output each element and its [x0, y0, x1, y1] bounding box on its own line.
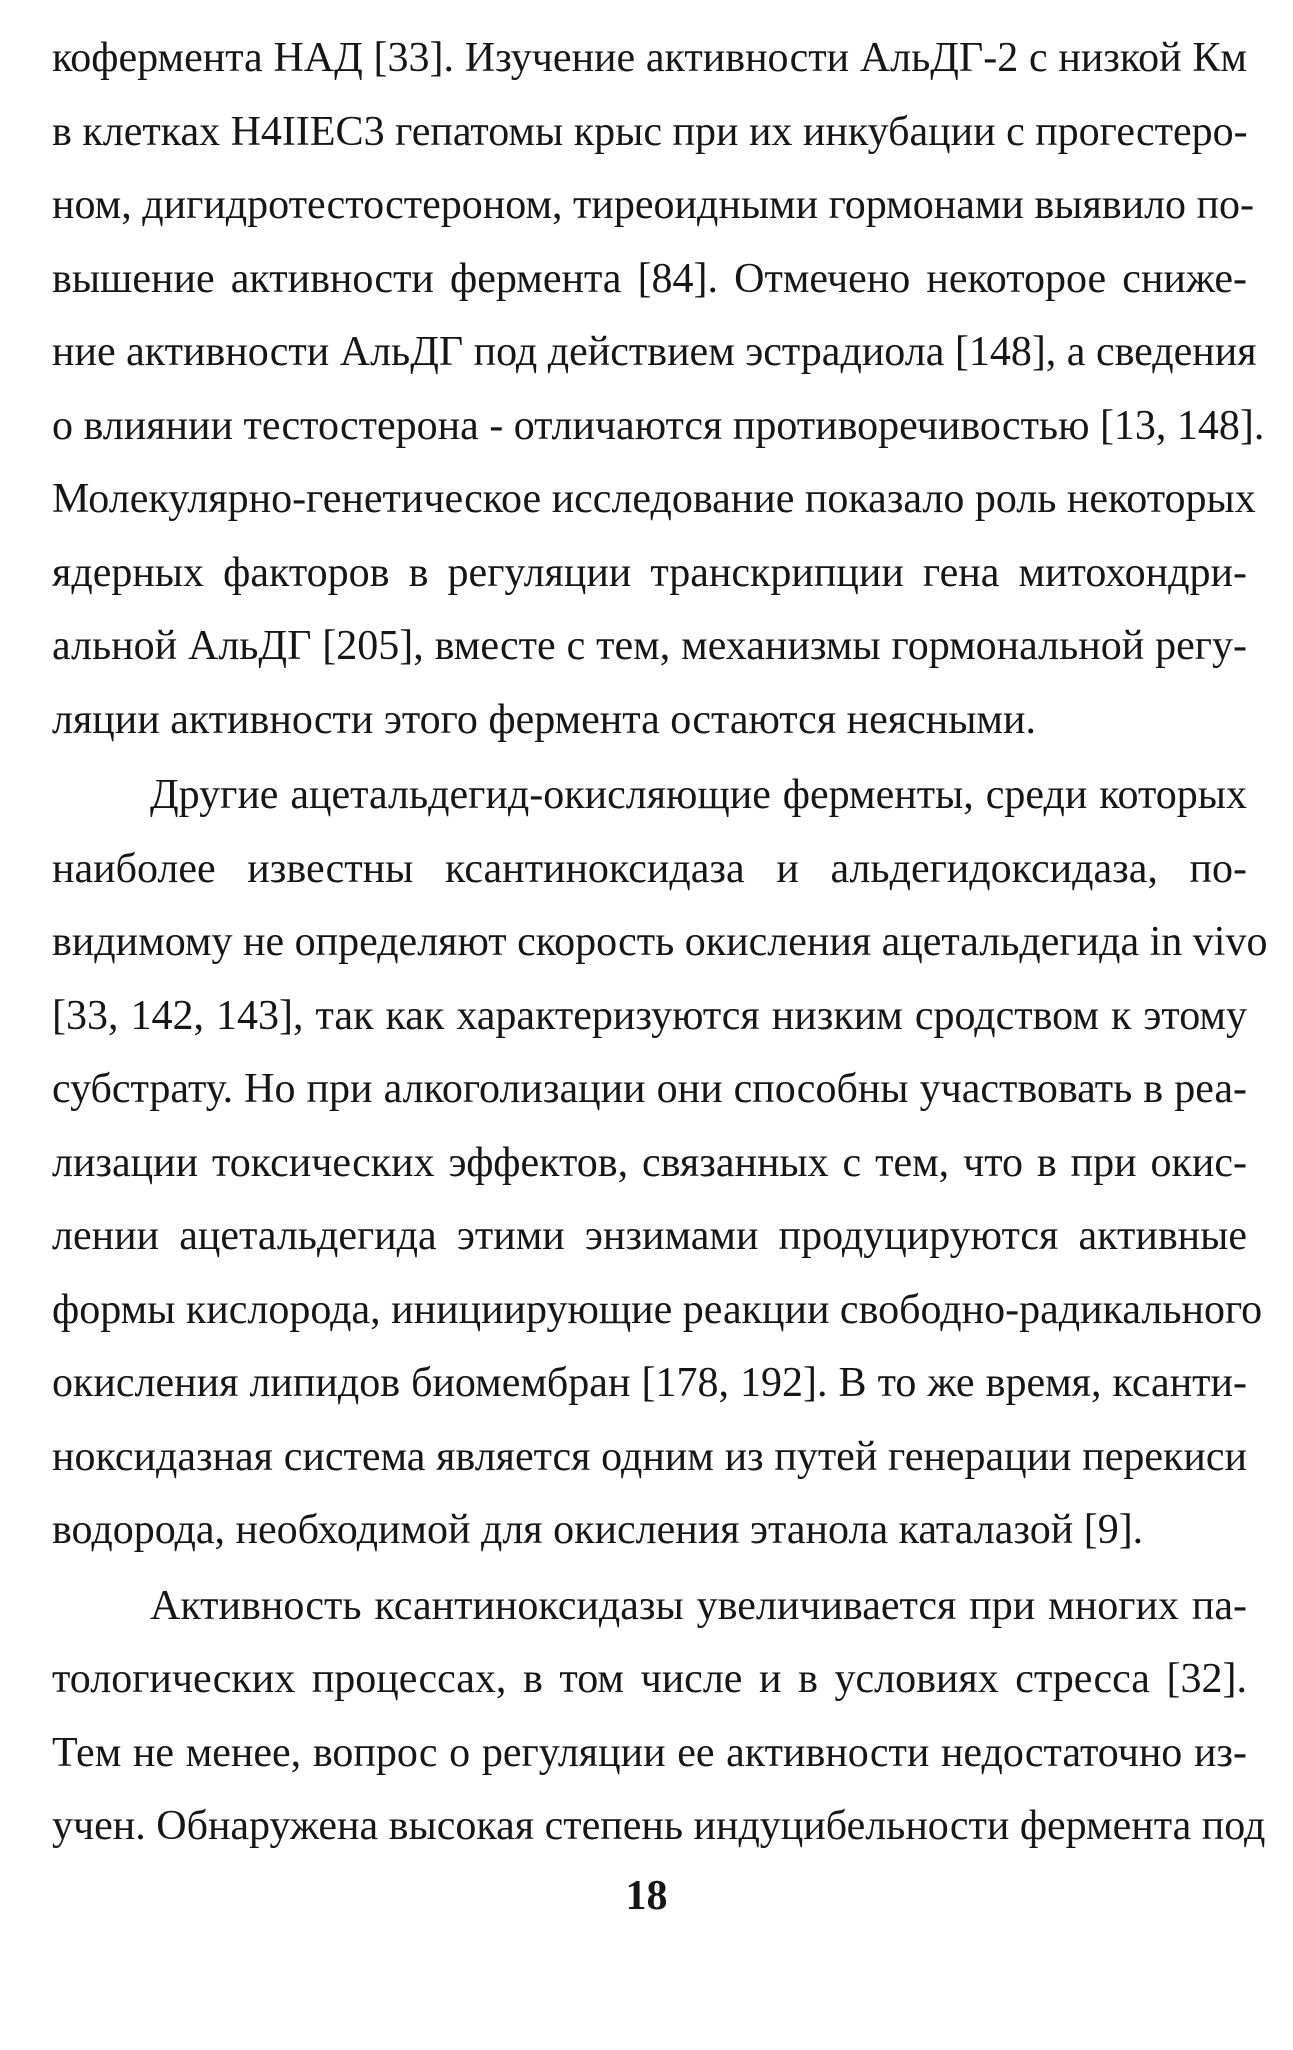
text-line: [33, 142, 143], так как характеризуются низким сродством к этому [52, 992, 1247, 1039]
text-line: учен. Обнаружена высокая степень индуцибельности фермента под [52, 1803, 1266, 1849]
text-line: Активность ксантиноксидазы увеличивается при многих па- [150, 1582, 1247, 1629]
text-line: водорода, необходимой для окисления этанола каталазой [9]. [52, 1507, 1144, 1553]
text-line: ние активности АльДГ под действием эстрадиола [148], а сведения [52, 329, 1257, 375]
text-line: Молекулярно-генетическое исследование показало роль некоторых [52, 476, 1256, 522]
text-line: лении ацетальдегида этими энзимами продуцируются активные [52, 1213, 1247, 1259]
text-line: наиболее известны ксантиноксидаза и альдегидоксидаза, по- [52, 845, 1247, 892]
paragraph-1 [52, 22, 1265, 757]
text-line: кофермента НАД [33]. Изучение активности АльДГ-2 с низкой Км [52, 35, 1247, 81]
text-line: ноксидазная система является одним из путей генерации перекиси [52, 1433, 1247, 1480]
paragraph-2 [52, 759, 1268, 1568]
text-line: вышение активности фермента [84]. Отмечено некоторое сниже- [52, 255, 1247, 302]
page-number: 18 [625, 1873, 668, 1919]
text-line: альной АльДГ [205], вместе с тем, механизмы гормональной регу- [52, 623, 1247, 669]
text-line: ядерных факторов в регуляции транскрипции гена митохондри- [52, 549, 1247, 596]
text-line: формы кислорода, инициирующие реакции свободно-радикального [52, 1286, 1263, 1333]
text-line: ляции активности этого фермента остаются неясными. [52, 696, 1036, 743]
text-line: Тем не менее, вопрос о регуляции ее активности недостаточно из- [52, 1729, 1247, 1776]
paragraph-3 [52, 1570, 1266, 1864]
text-line: Другие ацетальдегид-окисляющие ферменты, среди которых [150, 772, 1247, 818]
text-line: видимому не определяют скорость окисления ацетальдегида in vivo [52, 919, 1268, 965]
text-line: окисления липидов биомембран [178, 192]. В то же время, ксанти- [52, 1360, 1247, 1406]
text-line: субстрату. Но при алкоголизации они способны участвовать в реа- [52, 1066, 1247, 1112]
text-line: тологических процессах, в том числе и в условиях стресса [32]. [52, 1656, 1247, 1702]
text-line: в клетках H4IIEC3 гепатомы крыс при их инкубации с прогестеро- [52, 108, 1248, 155]
text-line: ном, дигидротестостероном, тиреоидными гормонами выявило по- [52, 182, 1255, 228]
body-text [52, 22, 1268, 1864]
text-line: лизации токсических эффектов, связанных с тем, что в при окис- [52, 1139, 1247, 1186]
text-line: о влиянии тестостерона - отличаются противоречивостью [13, 148]. [52, 402, 1265, 449]
